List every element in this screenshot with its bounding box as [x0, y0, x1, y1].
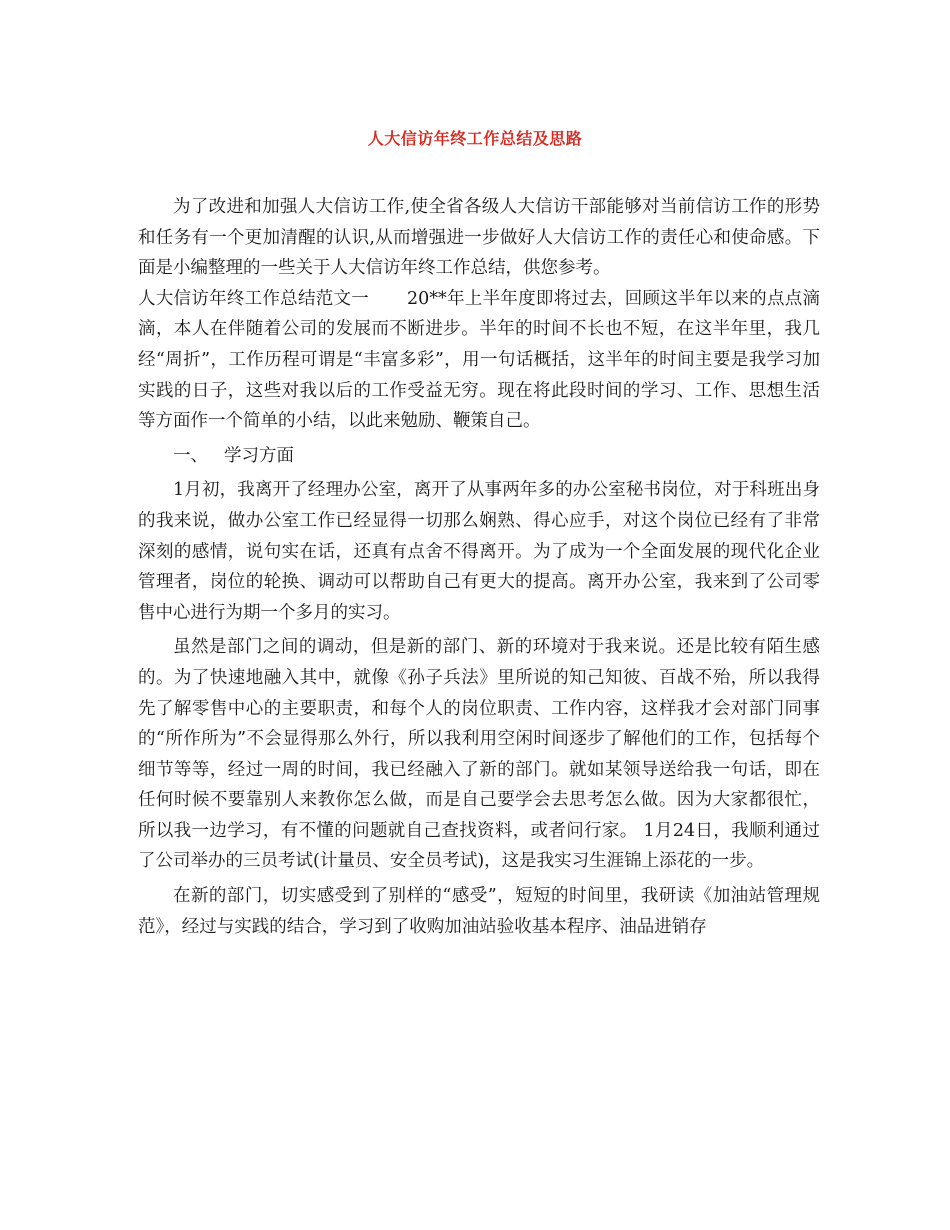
body-paragraph-1: 1月初，我离开了经理办公室，离开了从事两年多的办公室秘书岗位，对于科班出身的我来说，做办公室工作已经显得一切那么娴熟、得心应手，对这个岗位已经有了非常深刻的感情，说句实在话，还真有点舍不得离开。为了成为一个全面发展的现代化企业管理者，岗位的轮换、调动可以帮助自己有更大的提高。离开办公室，我来到了公司零售中心进行为期一个多月的实习。	[138, 480, 820, 623]
intro-paragraph: 为了改进和加强人大信访工作,使全省各级人大信访干部能够对当前信访工作的形势和任务有一个更加清醒的认识,从而增强进一步做好人大信访工作的责任心和使命感。下面是小编整理的一些关于人大信访年终工作总结，供您参考。	[138, 197, 820, 279]
document-title: 人大信访年终工作总结及思路	[367, 129, 583, 148]
sample-paragraph	[138, 284, 820, 437]
section-heading	[138, 441, 820, 472]
document-body	[138, 192, 820, 942]
sample-label: 人大信访年终工作总结范文一	[138, 288, 370, 309]
body-paragraph-2: 虽然是部门之间的调动，但是新的部门、新的环境对于我来说。还是比较有陌生感的。为了快速地融入其中，就像《孙子兵法》里所说的知己知彼、百战不殆，所以我得先了解零售中心的主要职责，和每个人的岗位职责、工作内容，这样我才会对部门同事的“所作所为”不会显得那么外行，所以我利用空闲时间逐步了解他们的工作，包括每个细节等等，经过一周的时间，我已经融入了新的部门。就如某领导送给我一句话，即在任何时候不要靠别人来教你怎么做，而是自己要学会去思考怎么做。因为大家都很忙，所以我一边学习，有不懂的问题就自己查找资料，或者问行家。 1月24日，我顺利通过了公司举办的三员考试(计量员、安全员考试)，这是我实习生涯锦上添花的一步。	[138, 637, 820, 872]
section-title: 学习方面	[224, 445, 294, 466]
sample-opening: 20**年上半年度即将过去，回顾这半年以来的点点滴滴，本人在伴随着公司的发展而不断进步。半年的时间不长也不短，在这半年里，我几经“周折”，工作历程可谓是“丰富多彩”，用一句话概括，这半年的时间主要是我学习加实践的日子，这些对我以后的工作受益无穷。现在将此段时间的学习、工作、思想生活等方面作一个简单的小结，以此来勉励、鞭策自己。	[138, 288, 820, 432]
section-number: 一、	[173, 445, 208, 466]
body-paragraph-3: 在新的部门，切实感受到了别样的“感受”，短短的时间里，我研读《加油站管理规范》，经过与实践的结合，学习到了收购加油站验收基本程序、油品进销存	[138, 886, 820, 937]
